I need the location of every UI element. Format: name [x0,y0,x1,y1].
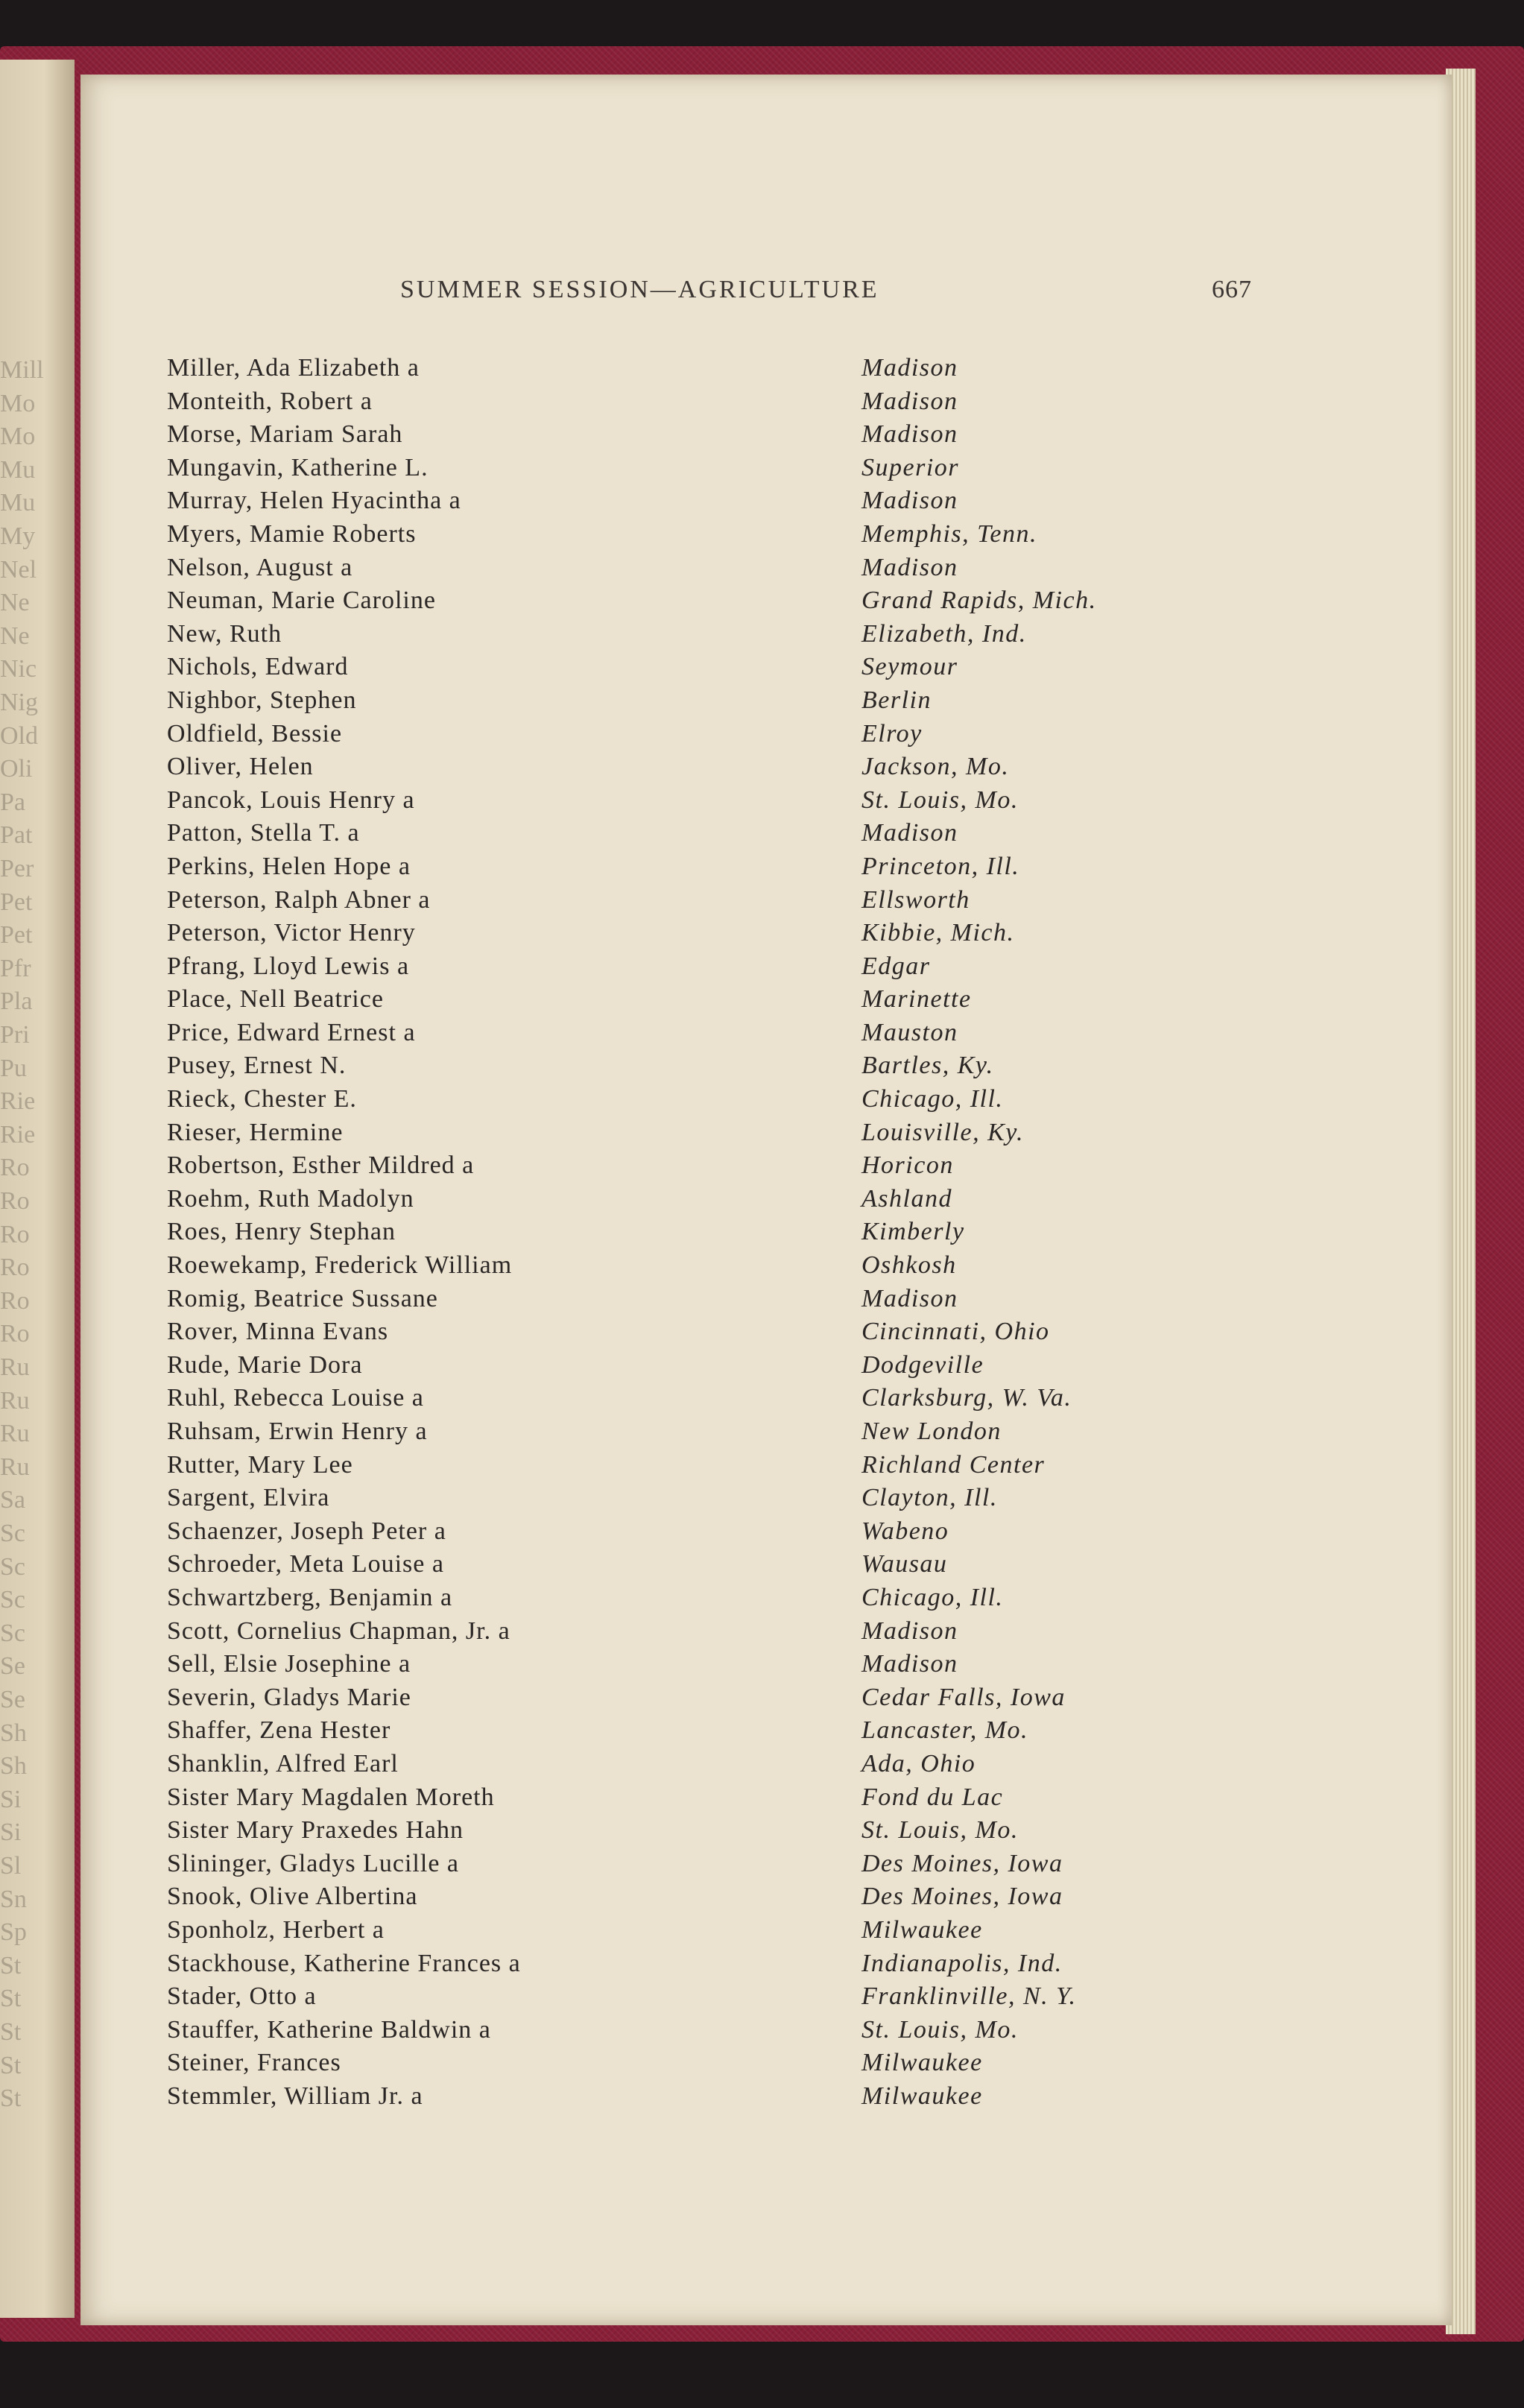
student-hometown: Memphis, Tenn. [861,519,1038,548]
facing-page-fragment: Ro [0,1286,30,1315]
student-name: Ruhsam, Erwin Henry a [167,1418,428,1445]
facing-page-fragment: Nic [0,655,37,683]
student-name: Oldfield, Bessie [167,719,343,748]
facing-page-fragment: Sp [0,1918,27,1947]
roster-entry [167,651,1359,684]
page-title: SUMMER SESSION—AGRICULTURE [400,276,879,303]
student-hometown: Cincinnati, Ohio [861,1318,1050,1346]
student-hometown: Wausau [861,1550,948,1579]
roster-entry [167,718,1359,751]
student-hometown: Grand Rapids, Mich. [861,587,1097,615]
student-name: Schwartzberg, Benjamin a [167,1583,453,1611]
roster-entry [167,1283,1359,1316]
student-hometown: Elroy [861,719,923,748]
student-name: Romig, Beatrice Sussane [167,1284,438,1312]
student-name: Perkins, Helen Hope a [167,852,411,880]
student-name: Oliver, Helen [167,753,314,781]
student-hometown: Des Moines, Iowa [861,1883,1063,1911]
facing-page-fragment: Sc [0,1586,25,1614]
student-hometown: New London [861,1418,1002,1445]
student-hometown: Seymour [861,653,958,681]
roster-entry [167,484,1359,518]
student-name: Stauffer, Katherine Baldwin a [167,2015,491,2044]
roster-entry [167,950,1359,984]
student-name: Stackhouse, Katherine Frances a [167,1949,521,1977]
facing-page-fragment: Nel [0,555,37,584]
roster-entry [167,1083,1359,1116]
student-name: Place, Nell Beatrice [167,985,384,1014]
facing-page-fragment: St [0,1951,22,1979]
roster-entry [167,352,1359,385]
roster-entry [167,1880,1359,1914]
roster-entry [167,1648,1359,1681]
student-hometown: Madison [861,1284,958,1312]
roster-entry [167,1980,1359,2014]
roster-entry [167,1382,1359,1415]
student-hometown: Kimberly [861,1218,965,1246]
roster-entry [167,385,1359,419]
student-name: Roes, Henry Stephan [167,1218,396,1246]
student-name: Rieck, Chester E. [167,1085,357,1113]
student-hometown: Fond du Lac [861,1783,1004,1811]
student-hometown: Princeton, Ill. [861,852,1020,880]
roster-entry [167,983,1359,1017]
student-name: Schaenzer, Joseph Peter a [167,1517,446,1545]
facing-page-fragment: Rie [0,1120,36,1148]
facing-page-fragment: Mo [0,423,36,451]
student-hometown: Chicago, Ill. [861,1583,1004,1611]
student-name: Rover, Minna Evans [167,1318,389,1346]
student-hometown: Marinette [861,985,972,1014]
student-hometown: Madison [861,1650,958,1678]
student-hometown: Madison [861,819,958,847]
student-name: Scott, Cornelius Chapman, Jr. a [167,1617,510,1645]
roster-entry [167,1615,1359,1649]
roster-entry [167,1415,1359,1449]
student-name: Mungavin, Katherine L. [167,453,429,481]
roster-entry [167,1249,1359,1283]
roster-entry [167,917,1359,950]
roster-entry [167,1714,1359,1748]
roster-entry [167,1149,1359,1183]
student-hometown: Cedar Falls, Iowa [861,1683,1066,1711]
facing-page-fragment: My [0,522,36,550]
student-name: Pancok, Louis Henry a [167,786,415,814]
student-hometown: Superior [861,453,959,481]
page-number: 667 [1212,276,1252,303]
roster-entry [167,618,1359,651]
student-name: Rude, Marie Dora [167,1350,363,1379]
facing-page-fragment: Mill [0,356,44,384]
student-hometown: Des Moines, Iowa [861,1849,1063,1877]
student-hometown: Madison [861,387,958,415]
student-hometown: Mauston [861,1018,958,1046]
student-hometown: Jackson, Mo. [861,753,1010,781]
roster-entry [167,2014,1359,2047]
student-name: Sister Mary Praxedes Hahn [167,1816,464,1845]
student-hometown: Madison [861,420,958,449]
roster-entry [167,418,1359,452]
student-hometown: Chicago, Ill. [861,1085,1004,1113]
facing-page-fragment: Pat [0,821,33,850]
facing-page-fragment: Ro [0,1220,30,1248]
student-hometown: Madison [861,553,958,581]
facing-page-fragment: Ro [0,1320,30,1348]
facing-page-fragment: Si [0,1785,22,1813]
facing-page-fragment: St [0,2085,22,2113]
student-name: Murray, Helen Hyacintha a [167,487,461,515]
roster-entry [167,2047,1359,2080]
student-name: Sponholz, Herbert a [167,1915,385,1944]
student-hometown: Lancaster, Mo. [861,1716,1029,1745]
roster-entry [167,1548,1359,1581]
student-name: Stader, Otto a [167,1982,317,2011]
roster-entry [167,1581,1359,1615]
facing-page-fragment: St [0,1985,22,2013]
facing-page-fragment: Mu [0,489,36,517]
roster-entry [167,1814,1359,1848]
facing-page-fragment: Sc [0,1520,25,1547]
student-hometown: Milwaukee [861,2049,983,2077]
facing-page-fragment: Pfr [0,954,31,982]
roster-entry [167,1947,1359,1981]
student-hometown: St. Louis, Mo. [861,786,1019,814]
facing-page-fragment: Nig [0,689,38,716]
student-name: Pfrang, Lloyd Lewis a [167,952,410,980]
roster-entry [167,750,1359,784]
student-name: Morse, Mariam Sarah [167,420,403,449]
facing-page-fragment: Sh [0,1719,27,1747]
student-name: Myers, Mamie Roberts [167,519,417,548]
student-name: Snook, Olive Albertina [167,1883,418,1911]
student-name: Sister Mary Magdalen Moreth [167,1783,495,1811]
student-name: Price, Edward Ernest a [167,1018,416,1046]
roster-entry [167,784,1359,818]
facing-page-fragment: St [0,2018,22,2046]
student-name: Sell, Elsie Josephine a [167,1650,411,1678]
student-name: Roehm, Ruth Madolyn [167,1184,414,1213]
facing-page-fragment: Sh [0,1752,27,1780]
student-hometown: Indianapolis, Ind. [861,1949,1063,1977]
roster-entry [167,1748,1359,1781]
student-hometown: Madison [861,1617,958,1645]
student-hometown: Berlin [861,686,932,714]
facing-page-fragment: Si [0,1818,22,1847]
student-hometown: Franklinville, N. Y. [861,1982,1077,2011]
student-hometown: Horicon [861,1151,954,1180]
student-hometown: Milwaukee [861,1915,983,1944]
book-page [80,75,1452,2325]
facing-page-fragment: Ru [0,1386,30,1415]
roster-entry [167,1515,1359,1549]
facing-page-fragment: Mu [0,455,36,484]
facing-page-fragment: Ru [0,1353,30,1381]
student-name: Slininger, Gladys Lucille a [167,1849,460,1877]
facing-page-fragment: Ru [0,1420,30,1448]
student-name: Nelson, August a [167,553,353,581]
student-name: Stemmler, William Jr. a [167,2082,423,2110]
student-name: Severin, Gladys Marie [167,1683,411,1711]
facing-page-fragment: Mo [0,389,36,417]
student-name: Rieser, Hermine [167,1118,344,1146]
student-name: Nighbor, Stephen [167,686,357,714]
student-hometown: Ashland [861,1184,952,1213]
facing-page-fragment: Old [0,721,38,750]
facing-page-fragment: Pet [0,921,33,949]
student-hometown: Madison [861,354,958,382]
roster-entry [167,518,1359,552]
student-name: Robertson, Esther Mildred a [167,1151,475,1180]
student-name: Peterson, Ralph Abner a [167,885,431,914]
roster-entry [167,1049,1359,1083]
student-hometown: Milwaukee [861,2082,983,2110]
facing-page-fragment: Ne [0,622,30,650]
student-hometown: Clarksburg, W. Va. [861,1384,1072,1412]
student-hometown: Dodgeville [861,1350,984,1379]
student-name: Monteith, Robert a [167,387,373,415]
student-hometown: St. Louis, Mo. [861,2015,1019,2044]
facing-page-fragment: Pa [0,788,25,816]
facing-page-fragment: Ro [0,1254,30,1282]
student-hometown: Madison [861,487,958,515]
roster-entry [167,850,1359,884]
facing-page-fragment: Ru [0,1453,30,1481]
facing-page-fragment: Sc [0,1552,25,1581]
facing-page-fragment: Oli [0,755,33,783]
student-name: Shanklin, Alfred Earl [167,1749,399,1777]
student-name: Pusey, Ernest N. [167,1052,347,1080]
student-hometown: Louisville, Ky. [861,1118,1024,1146]
roster-entry [167,1216,1359,1249]
student-hometown: Clayton, Ill. [861,1484,998,1512]
facing-page-fragment: Per [0,855,34,882]
student-name: Patton, Stella T. a [167,819,360,847]
roster-entry [167,817,1359,850]
student-hometown: Edgar [861,952,931,980]
student-name: Shaffer, Zena Hester [167,1716,391,1745]
roster-entry [167,1116,1359,1150]
roster-entry [167,1914,1359,1947]
student-name: Ruhl, Rebecca Louise a [167,1384,424,1412]
roster-entry [167,1449,1359,1482]
student-hometown: Kibbie, Mich. [861,919,1015,947]
roster-entry [167,1315,1359,1349]
roster-entry [167,584,1359,618]
student-roster [167,352,1359,2113]
student-hometown: St. Louis, Mo. [861,1816,1019,1845]
student-hometown: Elizabeth, Ind. [861,619,1027,648]
student-name: Rutter, Mary Lee [167,1450,353,1479]
student-name: Sargent, Elvira [167,1484,330,1512]
facing-page-fragment: Pla [0,987,33,1016]
facing-page-fragment: Se [0,1686,25,1713]
student-name: Steiner, Frances [167,2049,341,2077]
facing-page-fragment: Pri [0,1021,30,1049]
student-name: Schroeder, Meta Louise a [167,1550,444,1579]
roster-entry [167,884,1359,917]
student-hometown: Bartles, Ky. [861,1052,994,1080]
student-name: Miller, Ada Elizabeth a [167,354,420,382]
student-name: New, Ruth [167,619,282,648]
facing-page-fragment: Sc [0,1619,25,1647]
student-hometown: Oshkosh [861,1251,957,1280]
facing-page-fragment: Se [0,1652,25,1681]
facing-page-fragment: Ne [0,589,30,617]
facing-page-fragment: Rie [0,1087,36,1116]
student-hometown: Ada, Ohio [861,1749,976,1777]
roster-entry [167,1848,1359,1881]
facing-page-fragment: Sa [0,1486,25,1514]
facing-page-fragment: Pu [0,1054,27,1082]
roster-entry [167,552,1359,585]
roster-entry [167,1781,1359,1815]
facing-page-fragment: Sn [0,1885,27,1913]
student-name: Peterson, Victor Henry [167,919,416,947]
facing-page-fragment: St [0,2051,22,2079]
facing-page-fragment: Pet [0,888,33,916]
roster-entry [167,1681,1359,1715]
facing-page-fragment: Sl [0,1852,22,1880]
facing-page-fragment: Ro [0,1154,30,1182]
roster-entry [167,1017,1359,1050]
student-name: Roewekamp, Frederick William [167,1251,513,1280]
student-hometown: Richland Center [861,1450,1046,1479]
student-hometown: Ellsworth [861,885,970,914]
roster-entry [167,1482,1359,1515]
left-page-edge [0,60,75,2318]
roster-entry [167,684,1359,718]
student-hometown: Wabeno [861,1517,949,1545]
roster-entry [167,1349,1359,1382]
student-name: Neuman, Marie Caroline [167,587,436,615]
roster-entry [167,1183,1359,1216]
student-name: Nichols, Edward [167,653,349,681]
facing-page-fragment: Ro [0,1187,30,1215]
running-head [80,276,1452,313]
roster-entry [167,2080,1359,2114]
roster-entry [167,452,1359,485]
